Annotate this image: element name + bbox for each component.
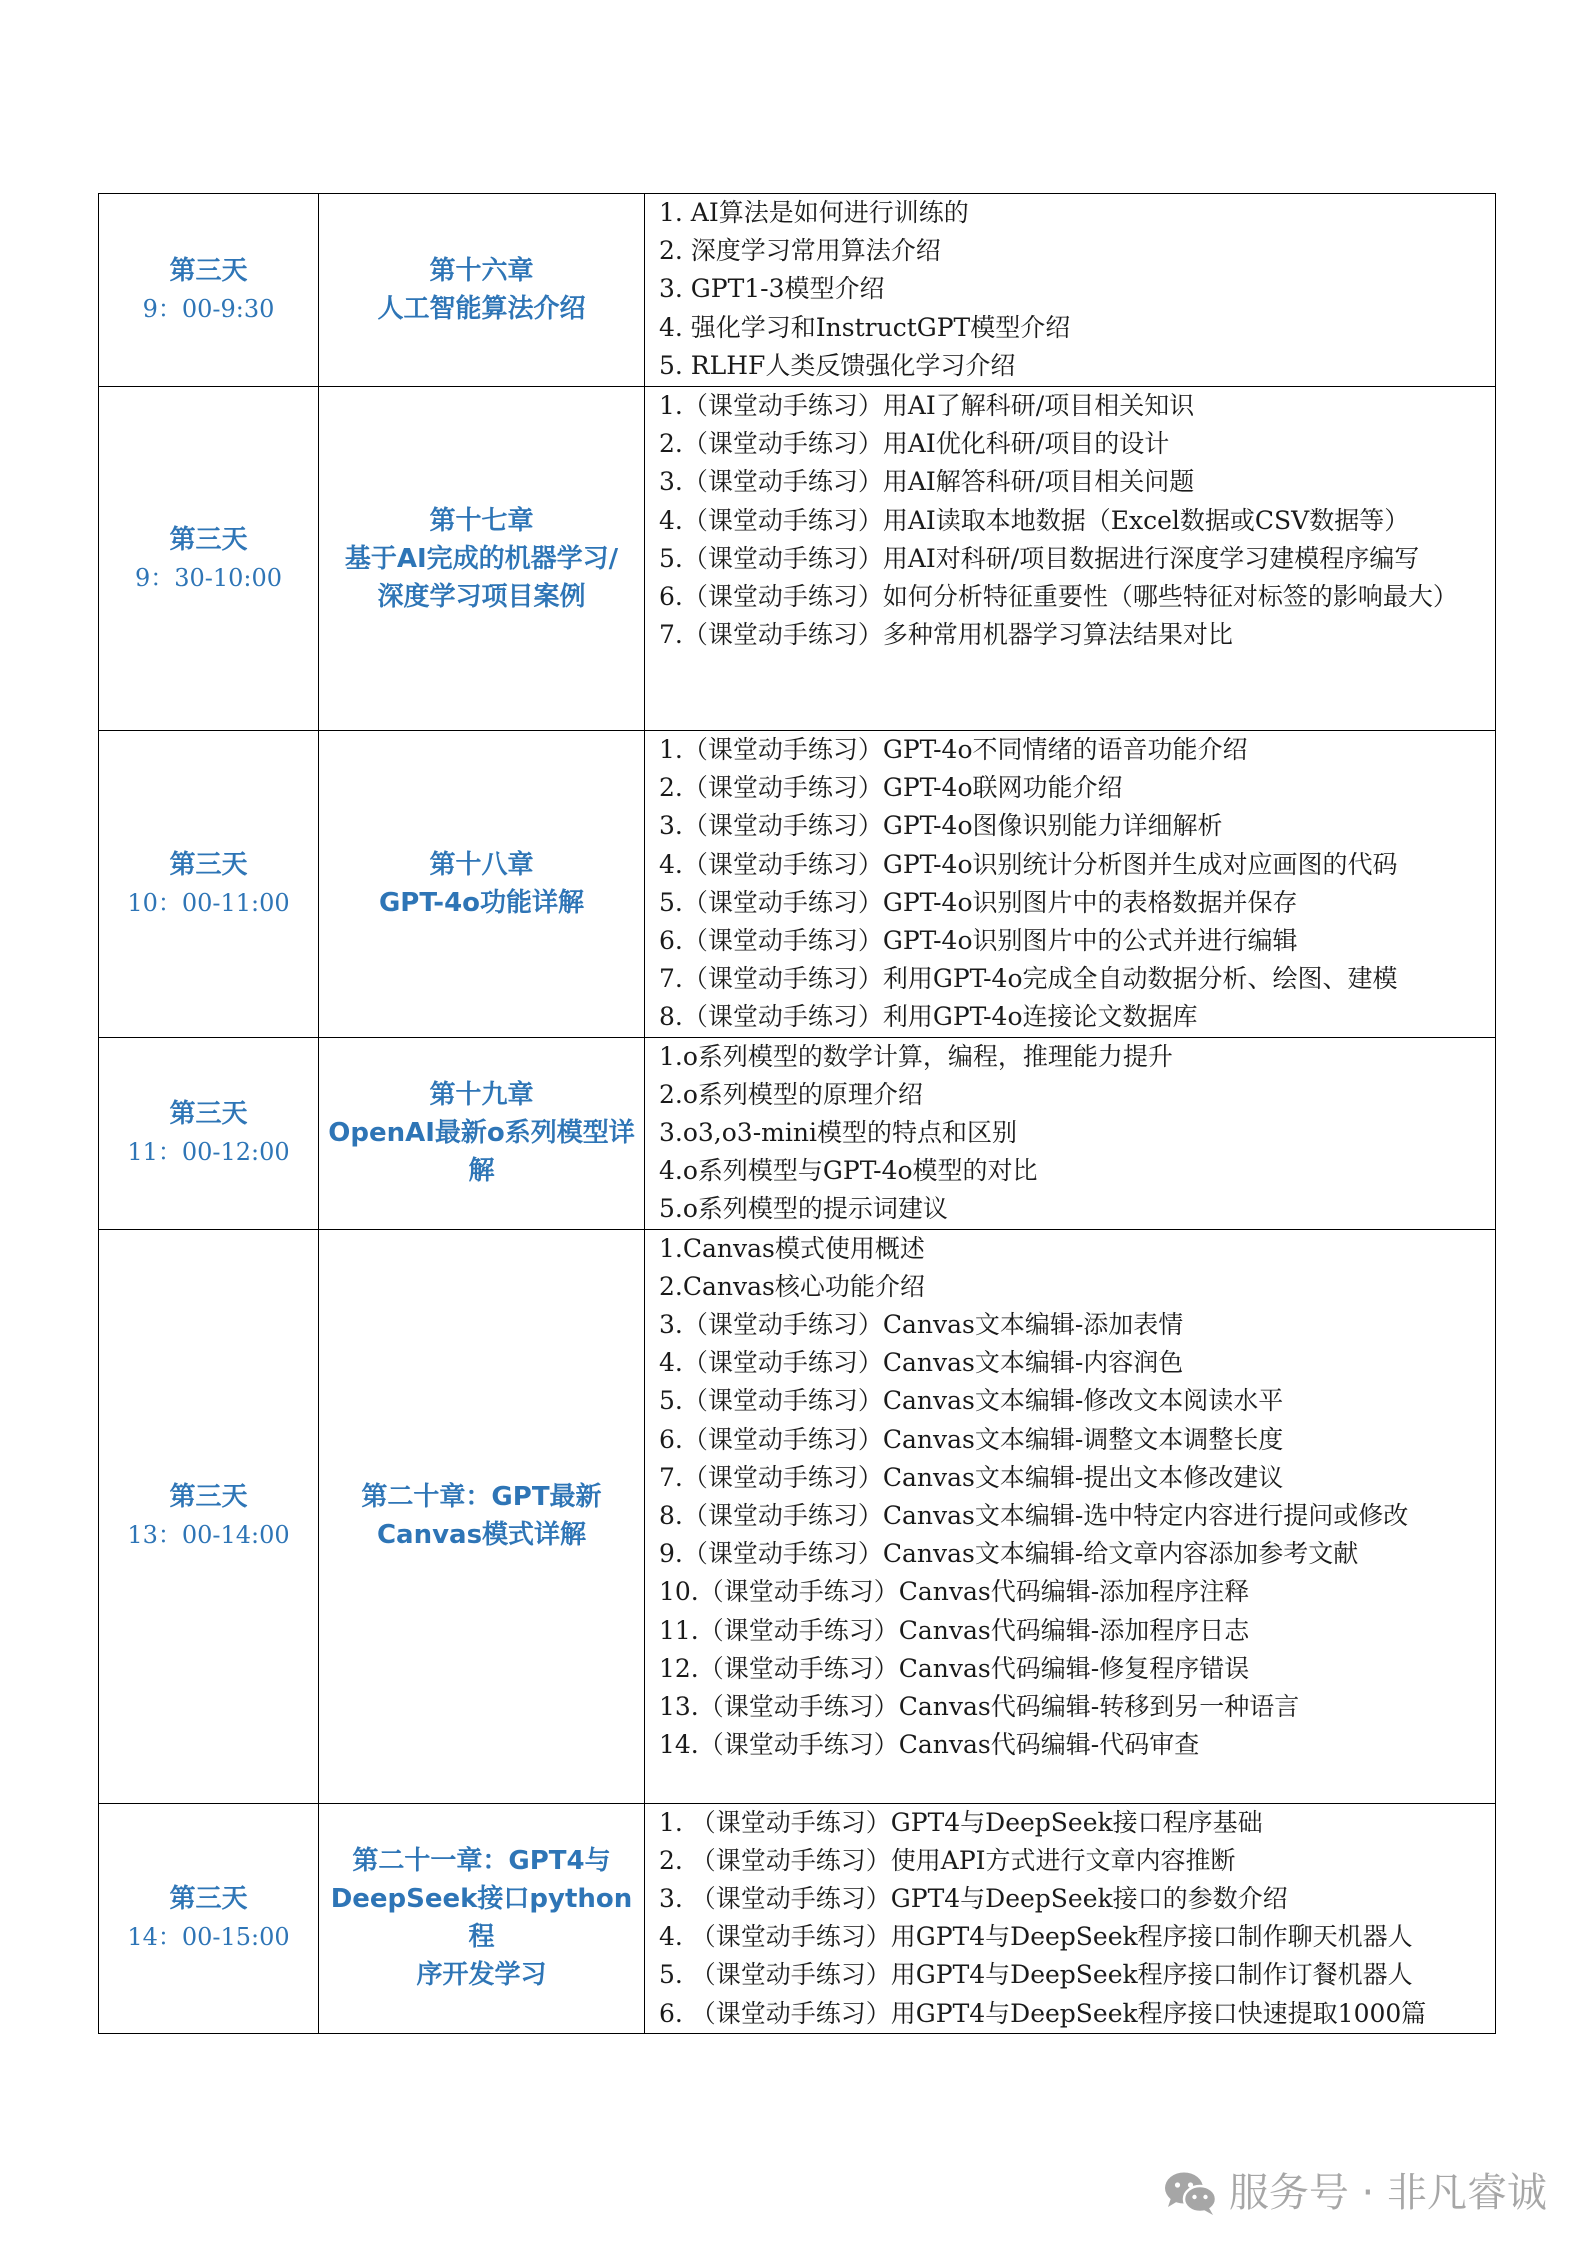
- chapter-title-line: 解: [468, 1156, 495, 1187]
- time-range: 13：00-14:00: [127, 1521, 290, 1550]
- list-item: 7.（课堂动手练习）利用GPT-4o完成全自动数据分析、绘图、建模: [659, 964, 1398, 994]
- chapter-title-line: 基于AI完成的机器学习/: [344, 543, 619, 574]
- chapter-title-line: 第二十章：GPT最新: [361, 1482, 602, 1513]
- list-item: 13.（课堂动手练习）Canvas代码编辑-转移到另一种语言: [659, 1692, 1300, 1722]
- list-item: 11.（课堂动手练习）Canvas代码编辑-添加程序日志: [659, 1615, 1250, 1645]
- chapter-cell: [319, 387, 645, 731]
- list-item: 8.（课堂动手练习）Canvas文本编辑-选中特定内容进行提问或修改: [659, 1501, 1409, 1531]
- list-item: 5. RLHF人类反馈强化学习介绍: [659, 350, 1016, 380]
- items-cell: [645, 194, 1496, 387]
- item-list: [659, 1804, 1485, 2033]
- list-item: 4.（课堂动手练习）Canvas文本编辑-内容润色: [659, 1348, 1184, 1378]
- list-item: 7.（课堂动手练习）多种常用机器学习算法结果对比: [659, 620, 1233, 650]
- day-cell: [99, 731, 319, 1038]
- items-cell: [645, 731, 1496, 1038]
- table-row: [99, 387, 1496, 731]
- list-item: 1. （课堂动手练习）GPT4与DeepSeek接口程序基础: [659, 1807, 1263, 1837]
- table-row: [99, 1803, 1496, 2033]
- list-item: 5.（课堂动手练习）Canvas文本编辑-修改文本阅读水平: [659, 1386, 1284, 1416]
- course-schedule-table: [98, 193, 1496, 2034]
- list-item: 2. （课堂动手练习）使用API方式进行文章内容推断: [659, 1845, 1236, 1875]
- table-row: [99, 194, 1496, 387]
- list-item: 8.（课堂动手练习）利用GPT-4o连接论文数据库: [659, 1002, 1198, 1032]
- list-item: 6. （课堂动手练习）用GPT4与DeepSeek程序接口快速提取1000篇: [659, 1998, 1427, 2028]
- list-item: 5. （课堂动手练习）用GPT4与DeepSeek程序接口制作订餐机器人: [659, 1960, 1413, 1990]
- chapter-cell: [319, 1037, 645, 1229]
- list-item: 14.（课堂动手练习）Canvas代码编辑-代码审查: [659, 1730, 1200, 1760]
- list-item: 4.o系列模型与GPT-4o模型的对比: [659, 1156, 1038, 1186]
- items-cell: [645, 387, 1496, 731]
- footer-text: 服务号 · 非凡睿诚: [1228, 2170, 1547, 2216]
- list-item: 4.（课堂动手练习）GPT-4o识别统计分析图并生成对应画图的代码: [659, 849, 1398, 879]
- time-range: 10：00-11:00: [127, 888, 290, 917]
- list-item: 4.（课堂动手练习）用AI读取本地数据（Excel数据或CSV数据等）: [659, 505, 1410, 535]
- day-label: 第三天: [169, 256, 248, 286]
- list-item: 1.o系列模型的数学计算，编程，推理能力提升: [659, 1041, 1173, 1071]
- chapter-title-line: 人工智能算法介绍: [377, 294, 586, 324]
- table-row: [99, 1229, 1496, 1803]
- chapter-title-line: 第十七章: [429, 505, 534, 536]
- schedule-body: [99, 194, 1496, 2034]
- list-item: 4. （课堂动手练习）用GPT4与DeepSeek程序接口制作聊天机器人: [659, 1922, 1413, 1952]
- list-item: 1. AI算法是如何进行训练的: [659, 198, 969, 227]
- chapter-cell: [319, 1803, 645, 2033]
- table-row: [99, 1037, 1496, 1229]
- day-label: 第三天: [169, 849, 248, 880]
- list-item: 1.（课堂动手练习）用AI了解科研/项目相关知识: [659, 391, 1195, 420]
- item-list: [659, 1038, 1485, 1229]
- list-item: 3.（课堂动手练习）GPT-4o图像识别能力详细解析: [659, 811, 1223, 841]
- table-row: [99, 731, 1496, 1038]
- item-list: [659, 387, 1485, 654]
- chapter-title-line: 第十六章: [429, 256, 534, 286]
- time-range: 11：00-12:00: [127, 1138, 290, 1167]
- chapter-title-line: DeepSeek接口python程: [330, 1884, 633, 1953]
- list-item: 2.o系列模型的原理介绍: [659, 1079, 923, 1109]
- list-item: 6.（课堂动手练习）GPT-4o识别图片中的公式并进行编辑: [659, 926, 1298, 956]
- time-range: 9：00-9:30: [142, 295, 275, 323]
- list-item: 3.（课堂动手练习）Canvas文本编辑-添加表情: [659, 1310, 1184, 1340]
- chapter-cell: [319, 731, 645, 1038]
- list-item: 10.（课堂动手练习）Canvas代码编辑-添加程序注释: [659, 1577, 1250, 1607]
- day-cell: [99, 1803, 319, 2033]
- list-item: 1.（课堂动手练习）GPT-4o不同情绪的语音功能介绍: [659, 735, 1248, 764]
- list-item: 6.（课堂动手练习）如何分析特征重要性（哪些特征对标签的影响最大）: [659, 582, 1458, 612]
- item-list: [659, 731, 1485, 1037]
- time-range: 9：30-10:00: [134, 563, 283, 592]
- day-cell: [99, 387, 319, 731]
- day-cell: [99, 1037, 319, 1229]
- list-item: 1.Canvas模式使用概述: [659, 1233, 925, 1263]
- chapter-title-line: 第十九章: [429, 1080, 534, 1111]
- chapter-title-line: GPT-4o功能详解: [378, 887, 585, 918]
- chapter-cell: [319, 1229, 645, 1803]
- list-item: 2.Canvas核心功能介绍: [659, 1271, 925, 1301]
- items-cell: [645, 1803, 1496, 2033]
- item-list: [659, 194, 1485, 385]
- day-label: 第三天: [169, 1884, 248, 1915]
- list-item: 3.（课堂动手练习）用AI解答科研/项目相关问题: [659, 467, 1195, 497]
- list-item: 3. GPT1-3模型介绍: [659, 274, 885, 304]
- list-item: 7.（课堂动手练习）Canvas文本编辑-提出文本修改建议: [659, 1462, 1284, 1492]
- chapter-cell: [319, 194, 645, 387]
- day-cell: [99, 194, 319, 387]
- chapter-title-line: Canvas模式详解: [376, 1520, 587, 1551]
- list-item: 6.（课堂动手练习）Canvas文本编辑-调整文本调整长度: [659, 1424, 1284, 1454]
- item-list: [659, 1230, 1485, 1765]
- day-cell: [99, 1229, 319, 1803]
- list-item: 2.（课堂动手练习）用AI优化科研/项目的设计: [659, 429, 1170, 459]
- list-item: 9.（课堂动手练习）Canvas文本编辑-给文章内容添加参考文献: [659, 1539, 1359, 1569]
- day-label: 第三天: [169, 1099, 248, 1130]
- list-item: 5.（课堂动手练习）GPT-4o识别图片中的表格数据并保存: [659, 887, 1298, 917]
- day-label: 第三天: [169, 1482, 248, 1513]
- list-item: 2.（课堂动手练习）GPT-4o联网功能介绍: [659, 773, 1123, 803]
- chapter-title-line: 第二十一章：GPT4与: [352, 1846, 611, 1877]
- footer-watermark: [1163, 2165, 1547, 2221]
- day-label: 第三天: [169, 524, 248, 555]
- list-item: 3.o3,o3-mini模型的特点和区别: [659, 1118, 1017, 1148]
- items-cell: [645, 1037, 1496, 1229]
- list-item: 4. 强化学习和InstructGPT模型介绍: [659, 312, 1071, 342]
- chapter-title-line: 序开发学习: [416, 1960, 547, 1991]
- list-item: 2. 深度学习常用算法介绍: [659, 236, 941, 266]
- list-item: 3. （课堂动手练习）GPT4与DeepSeek接口的参数介绍: [659, 1884, 1288, 1914]
- list-item: 5.（课堂动手练习）用AI对科研/项目数据进行深度学习建模程序编写: [659, 543, 1420, 573]
- wechat-icon: [1163, 2169, 1219, 2217]
- time-range: 14：00-15:00: [127, 1923, 290, 1952]
- chapter-title-line: 第十八章: [429, 849, 534, 880]
- chapter-title-line: OpenAI最新o系列模型详: [328, 1118, 635, 1149]
- chapter-title-line: 深度学习项目案例: [377, 581, 586, 612]
- list-item: 12.（课堂动手练习）Canvas代码编辑-修复程序错误: [659, 1653, 1250, 1683]
- list-item: 5.o系列模型的提示词建议: [659, 1194, 948, 1224]
- items-cell: [645, 1229, 1496, 1803]
